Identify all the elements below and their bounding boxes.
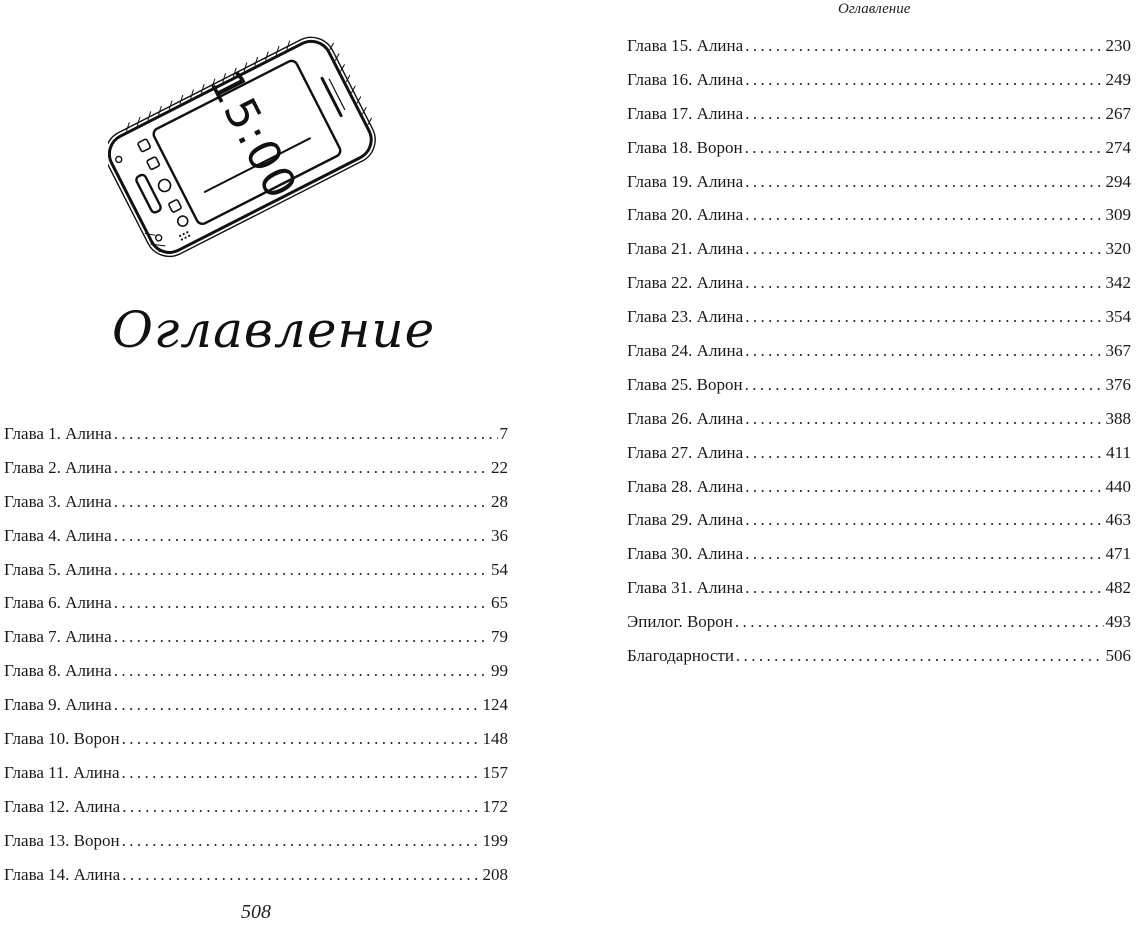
toc-entry[interactable]: [4, 824, 508, 858]
toc-entry[interactable]: [627, 266, 1131, 300]
toc-entry[interactable]: [627, 334, 1131, 368]
toc-list-right: [627, 29, 1131, 673]
page-number: 508: [241, 901, 271, 923]
toc-entry-page: 22: [491, 457, 508, 477]
toc-entry-page: 36: [491, 525, 508, 545]
toc-entry[interactable]: [627, 605, 1131, 639]
toc-entry[interactable]: [4, 688, 508, 722]
toc-entry[interactable]: [4, 485, 508, 519]
toc-leader-dots: [743, 198, 1103, 232]
toc-entry-page: 249: [1105, 69, 1131, 89]
toc-leader-dots: [120, 756, 481, 790]
toc-entry[interactable]: [627, 639, 1131, 673]
toc-entry-title: Глава 25. Ворон: [627, 374, 743, 394]
toc-entry[interactable]: [627, 368, 1131, 402]
toc-entry-page: 199: [482, 830, 508, 850]
toc-entry-page: 388: [1105, 408, 1131, 428]
toc-leader-dots: [743, 29, 1103, 63]
toc-entry-page: 274: [1105, 137, 1131, 157]
toc-leader-dots: [112, 485, 489, 519]
toc-entry-title: Глава 12. Алина: [4, 796, 121, 816]
toc-leader-dots: [743, 503, 1103, 537]
toc-entry-page: 493: [1105, 612, 1131, 632]
toc-entry-page: 172: [482, 796, 508, 816]
toc-entry[interactable]: [4, 451, 508, 485]
toc-entry-page: 294: [1105, 171, 1131, 191]
toc-entry[interactable]: [627, 232, 1131, 266]
toc-entry-title: Глава 10. Ворон: [4, 729, 120, 749]
toc-leader-dots: [112, 688, 481, 722]
toc-entry-page: 267: [1105, 103, 1131, 123]
toc-entry-title: Глава 3. Алина: [4, 491, 112, 511]
toc-entry-title: Глава 16. Алина: [627, 69, 744, 89]
toc-leader-dots: [743, 368, 1104, 402]
toc-entry-page: 411: [1106, 442, 1131, 462]
toc-entry-page: 65: [491, 593, 508, 613]
toc-entry-title: Глава 18. Ворон: [627, 137, 743, 157]
toc-entry-page: 157: [482, 762, 508, 782]
right-page: [560, 0, 1136, 928]
toc-entry-title: Глава 26. Алина: [627, 408, 744, 428]
toc-entry-page: 79: [491, 627, 508, 647]
toc-entry[interactable]: [627, 63, 1131, 97]
toc-entry[interactable]: [4, 519, 508, 553]
toc-leader-dots: [120, 722, 481, 756]
toc-entry-page: 148: [482, 729, 508, 749]
toc-entry[interactable]: [627, 198, 1131, 232]
toc-leader-dots: [743, 470, 1103, 504]
toc-entry[interactable]: [4, 756, 508, 790]
toc-leader-dots: [743, 266, 1103, 300]
toc-entry-page: 208: [482, 864, 508, 884]
toc-entry[interactable]: [4, 858, 508, 892]
toc-leader-dots: [112, 620, 489, 654]
toc-leader-dots: [120, 858, 480, 892]
toc-entry[interactable]: [627, 97, 1131, 131]
toc-entry-page: 482: [1105, 578, 1131, 598]
toc-entry[interactable]: [4, 654, 508, 688]
toc-entry[interactable]: [627, 537, 1131, 571]
toc-entry-title: Глава 2. Алина: [4, 457, 112, 477]
toc-entry-title: Глава 4. Алина: [4, 525, 112, 545]
toc-entry[interactable]: [627, 436, 1131, 470]
toc-entry-title: Глава 21. Алина: [627, 239, 744, 259]
toc-leader-dots: [112, 451, 489, 485]
toc-entry-title: Глава 27. Алина: [627, 442, 744, 462]
toc-entry[interactable]: [4, 722, 508, 756]
toc-entry-title: Глава 8. Алина: [4, 661, 112, 681]
toc-entry[interactable]: [627, 29, 1131, 63]
toc-leader-dots: [743, 334, 1103, 368]
toc-entry-title: Глава 19. Алина: [627, 171, 744, 191]
toc-entry-title: Эпилог. Ворон: [627, 612, 733, 632]
toc-entry[interactable]: [4, 417, 508, 451]
toc-entry-page: 28: [491, 491, 508, 511]
phone-clock-text: 15:00: [199, 63, 307, 209]
left-page: [0, 0, 560, 928]
toc-entry[interactable]: [627, 571, 1131, 605]
toc-leader-dots: [120, 824, 481, 858]
toc-entry-title: Глава 23. Алина: [627, 307, 744, 327]
toc-entry[interactable]: [4, 586, 508, 620]
toc-entry-page: 99: [491, 661, 508, 681]
toc-entry-page: 376: [1105, 374, 1131, 394]
toc-entry-title: Глава 7. Алина: [4, 627, 112, 647]
toc-entry-title: Глава 22. Алина: [627, 273, 744, 293]
toc-entry-page: 354: [1105, 307, 1131, 327]
toc-leader-dots: [733, 605, 1104, 639]
toc-list-left: [4, 417, 508, 891]
toc-entry-title: Глава 20. Алина: [627, 205, 744, 225]
toc-leader-dots: [112, 654, 489, 688]
toc-entry-title: Глава 5. Алина: [4, 559, 112, 579]
toc-entry-title: Глава 24. Алина: [627, 341, 744, 361]
toc-leader-dots: [120, 790, 480, 824]
toc-entry[interactable]: [627, 131, 1131, 165]
toc-leader-dots: [743, 402, 1103, 436]
running-header: Оглавление: [838, 1, 911, 17]
toc-leader-dots: [743, 436, 1104, 470]
toc-entry-page: 506: [1105, 646, 1131, 666]
toc-entry[interactable]: [4, 553, 508, 587]
toc-entry[interactable]: [4, 620, 508, 654]
toc-entry-page: 7: [499, 424, 508, 443]
toc-leader-dots: [743, 63, 1103, 97]
toc-entry-page: 471: [1105, 544, 1131, 564]
toc-entry-page: 367: [1105, 341, 1131, 361]
toc-entry-page: 124: [482, 695, 508, 715]
toc-entry-title: Глава 6. Алина: [4, 593, 112, 613]
toc-leader-dots: [743, 571, 1103, 605]
toc-leader-dots: [112, 586, 489, 620]
toc-entry-title: Глава 9. Алина: [4, 695, 112, 715]
toc-entry[interactable]: [627, 402, 1131, 436]
toc-leader-dots: [743, 97, 1103, 131]
toc-leader-dots: [743, 300, 1103, 334]
toc-entry-title: Глава 31. Алина: [627, 578, 744, 598]
toc-entry-page: 320: [1105, 239, 1131, 259]
toc-entry-title: Благодарности: [627, 646, 734, 666]
toc-entry-title: Глава 1. Алина: [4, 424, 112, 443]
toc-leader-dots: [734, 639, 1104, 673]
toc-entry-title: Глава 15. Алина: [627, 36, 744, 55]
smartphone-icon: [108, 30, 378, 265]
toc-entry[interactable]: [627, 470, 1131, 504]
toc-leader-dots: [112, 553, 489, 587]
toc-heading: Оглавление: [112, 301, 436, 359]
toc-entry-title: Глава 29. Алина: [627, 510, 744, 530]
toc-entry-page: 440: [1105, 476, 1131, 496]
toc-entry-page: 342: [1105, 273, 1131, 293]
toc-entry-title: Глава 14. Алина: [4, 864, 121, 884]
toc-leader-dots: [743, 165, 1103, 199]
toc-leader-dots: [112, 519, 489, 553]
toc-entry-page: 463: [1105, 510, 1131, 530]
toc-leader-dots: [743, 537, 1103, 571]
toc-entry[interactable]: [627, 503, 1131, 537]
toc-leader-dots: [112, 417, 498, 451]
toc-entry-page: 309: [1105, 205, 1131, 225]
toc-entry-title: Глава 13. Ворон: [4, 830, 120, 850]
toc-entry-page: 230: [1105, 36, 1131, 55]
toc-leader-dots: [743, 131, 1104, 165]
toc-entry[interactable]: [627, 300, 1131, 334]
toc-entry-title: Глава 30. Алина: [627, 544, 744, 564]
toc-entry-title: Глава 17. Алина: [627, 103, 744, 123]
toc-entry-title: Глава 11. Алина: [4, 762, 120, 782]
toc-entry-page: 54: [491, 559, 508, 579]
toc-leader-dots: [743, 232, 1103, 266]
toc-entry-title: Глава 28. Алина: [627, 476, 744, 496]
toc-entry[interactable]: [4, 790, 508, 824]
toc-entry[interactable]: [627, 165, 1131, 199]
